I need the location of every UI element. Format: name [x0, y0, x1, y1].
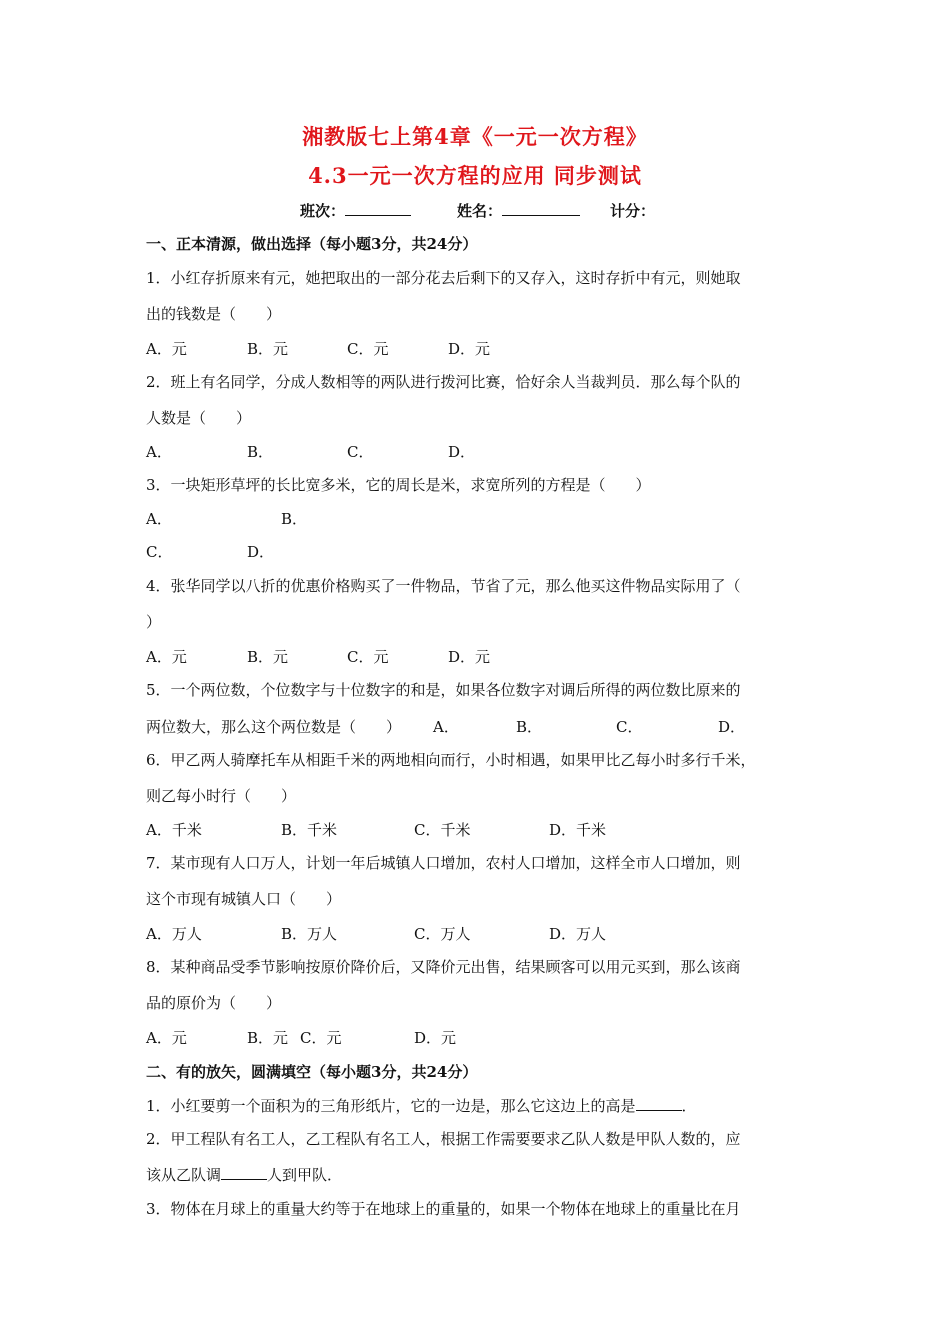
option-c: C．千米: [414, 821, 471, 839]
option-a: A．元: [146, 648, 187, 666]
student-info-row: [300, 200, 655, 221]
option-c: C．元: [347, 340, 389, 358]
question-text: 1．小红存折原来有元，她把取出的一部分花去后剩下的又存入，这时存折中有元，则她取: [146, 269, 741, 287]
option-c: C．: [616, 718, 643, 736]
question-text: ）: [146, 613, 162, 631]
option-a: A．万人: [146, 925, 202, 943]
option-d: D．: [247, 543, 275, 561]
name-label: 姓名：: [457, 202, 503, 220]
option-b: B．元: [247, 340, 289, 358]
class-label: 班次：: [300, 202, 346, 220]
option-b: B．: [247, 443, 274, 461]
option-b: B．: [281, 510, 308, 528]
document-subtitle: 4.3一元一次方程的应用 同步测试: [308, 163, 642, 188]
option-a: A．千米: [146, 821, 202, 839]
question-text: 则乙每小时行（ ）: [146, 787, 297, 805]
option-d: D．千米: [549, 821, 607, 839]
question-text-before: 该从乙队调: [146, 1166, 222, 1184]
option-c: C．元: [347, 648, 389, 666]
answer-blank: [221, 1165, 267, 1180]
question-text: 3．一块矩形草坪的长比宽多米，它的周长是米，求宽所列的方程是（ ）: [146, 476, 651, 494]
option-c: C．万人: [414, 925, 471, 943]
option-d: D．万人: [549, 925, 607, 943]
question-text: [146, 1164, 342, 1185]
option-b: B．万人: [281, 925, 338, 943]
section-heading-choice: 一、正本清源，做出选择（每小题3分，共24分）: [146, 235, 478, 253]
option-a: A．: [146, 510, 172, 528]
answer-blank: [636, 1096, 682, 1111]
option-b: B．千米: [281, 821, 338, 839]
question-text: 两位数大，那么这个两位数是（ ）: [146, 718, 402, 736]
option-d: D．: [718, 718, 746, 736]
document-title: 湘教版七上第4章《一元一次方程》: [302, 124, 648, 149]
question-text: 人数是（ ）: [146, 409, 252, 427]
score-label: 计分：: [610, 202, 656, 220]
option-a: A．元: [146, 340, 187, 358]
option-c: C．元: [300, 1029, 342, 1047]
option-d: D．: [448, 443, 476, 461]
question-text: 6．甲乙两人骑摩托车从相距千米的两地相向而行，小时相遇，如果甲比乙每小时多行千米，: [146, 751, 756, 769]
question-text: 品的原价为（ ）: [146, 994, 282, 1012]
option-d: D．元: [448, 648, 491, 666]
question-text-before: 1．小红要剪一个面积为的三角形纸片，它的一边是，那么它这边上的高是: [146, 1097, 636, 1115]
question-text: 3．物体在月球上的重量大约等于在地球上的重量的，如果一个物体在地球上的重量比在月: [146, 1200, 741, 1218]
option-a: A．: [146, 443, 172, 461]
option-d: D．元: [414, 1029, 457, 1047]
question-text: 这个市现有城镇人口（ ）: [146, 890, 342, 908]
question-text: 8．某种商品受季节影响按原价降价后，又降价元出售，结果顾客可以用元买到，那么该商: [146, 958, 741, 976]
question-text: 2．班上有名同学，分成人数相等的两队进行拨河比赛，恰好余人当裁判员．那么每个队的: [146, 373, 741, 391]
class-blank: [345, 200, 411, 216]
question-text: 4．张华同学以八折的优惠价格购买了一件物品，节省了元，那么他买这件物品实际用了（: [146, 577, 741, 595]
question-text: 2．甲工程队有名工人，乙工程队有名工人，根据工作需要要求乙队人数是甲队人数的，应: [146, 1130, 741, 1148]
option-b: B．: [516, 718, 543, 736]
option-a: A．: [433, 718, 459, 736]
option-c: C．: [347, 443, 374, 461]
option-c: C．: [146, 543, 173, 561]
question-text: [146, 1095, 697, 1116]
option-d: D．元: [448, 340, 491, 358]
option-b: B．元: [247, 648, 289, 666]
option-b: B．元: [247, 1029, 289, 1047]
question-text: 出的钱数是（ ）: [146, 305, 282, 323]
question-text: 5．一个两位数，个位数字与十位数字的和是，如果各位数字对调后所得的两位数比原来的: [146, 681, 741, 699]
name-blank: [502, 200, 580, 216]
question-text-after: 人到甲队．: [267, 1166, 343, 1184]
option-a: A．元: [146, 1029, 187, 1047]
section-heading-fill: 二、有的放矢，圆满填空（每小题3分，共24分）: [146, 1063, 478, 1081]
question-text: 7．某市现有人口万人，计划一年后城镇人口增加，农村人口增加，这样全市人口增加，则: [146, 854, 741, 872]
question-text-after: ．: [681, 1097, 697, 1115]
